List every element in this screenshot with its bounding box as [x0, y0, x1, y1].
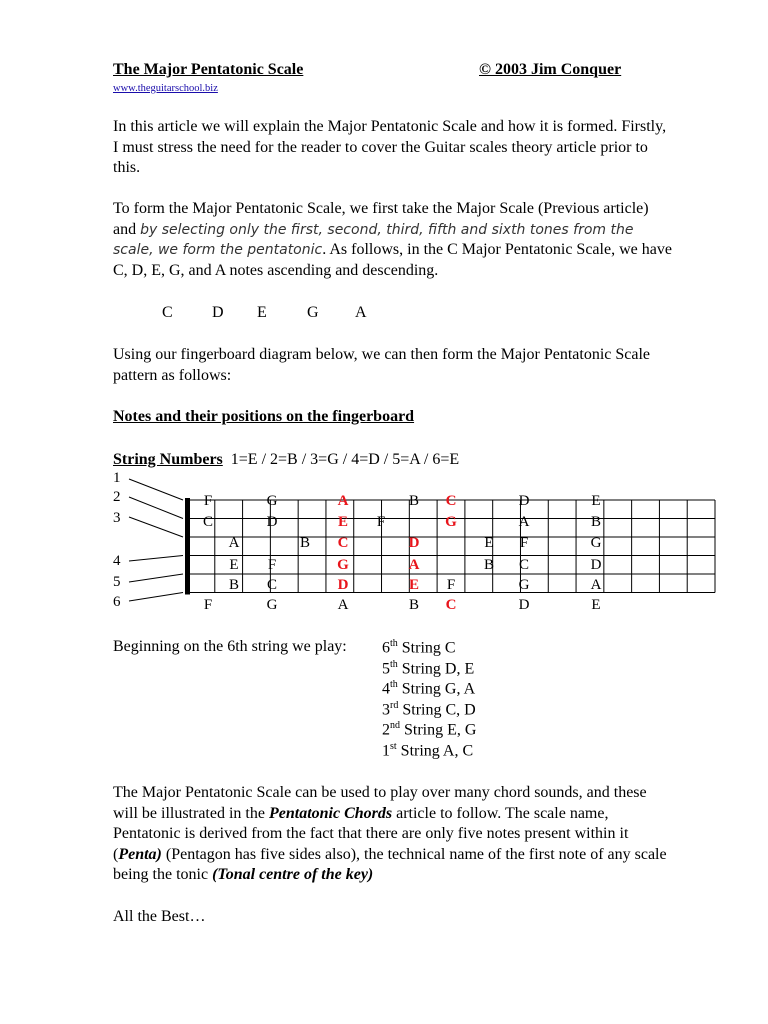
fingerboard-note: D — [590, 557, 602, 573]
string-number-labels — [113, 470, 121, 610]
fingerboard-note: F — [376, 514, 386, 530]
fingerboard-note: B — [483, 557, 495, 573]
fingerboard-note: B — [590, 514, 602, 530]
fingerboard-note: B — [408, 493, 420, 509]
nut-bar — [185, 498, 190, 595]
closing-text-3: (Pentagon has five sides also), the technical name of the first note of any scale being the tonic — [113, 845, 667, 884]
fingerboard-note: A — [337, 493, 349, 509]
fingerboard-note: B — [408, 597, 420, 613]
scale-note: G — [307, 304, 319, 321]
fingerboard-note: B — [228, 577, 240, 593]
fingerboard-note: G — [337, 557, 349, 573]
fingerboard-note: E — [229, 557, 239, 573]
tonal-centre-term: (Tonal centre of the key) — [212, 866, 374, 884]
string-number-label: 6 — [113, 594, 121, 610]
fingerboard-note: C — [266, 577, 278, 593]
fingerboard-note: G — [266, 493, 278, 509]
play-step: 1st String A, C — [382, 741, 474, 760]
closing-paragraph — [113, 783, 673, 886]
play-order-intro: Beginning on the 6th string we play: — [113, 638, 347, 655]
closing-text-1: The Major Pentatonic Scale can be used to play over many chord sounds, and these will be illustrated in the — [113, 784, 647, 822]
fingerboard-note: A — [228, 535, 240, 551]
string-pointer-lines — [129, 479, 183, 601]
string-number-label: 1 — [113, 470, 121, 486]
string-number-label: 4 — [113, 553, 121, 569]
fingerboard-note: G — [518, 577, 530, 593]
scale-note: E — [257, 304, 267, 321]
fingerboard-note: E — [591, 493, 601, 509]
fingerboard-note: D — [337, 577, 349, 593]
string-number-label: 5 — [113, 574, 121, 590]
penta-term: Penta) — [118, 845, 162, 863]
pentatonic-chords-ref: Pentatonic Chords — [268, 804, 393, 822]
play-step: 4th String G, A — [382, 679, 476, 698]
string-numbers-label: String Numbers — [113, 451, 223, 468]
fingerboard-note: F — [267, 557, 277, 573]
string-pointer — [129, 593, 183, 602]
string-numbers-mapping: 1=E / 2=B / 3=G / 4=D / 5=A / 6=E — [230, 451, 460, 468]
fingerboard-note: A — [408, 557, 420, 573]
string-pointer — [129, 479, 183, 500]
fingerboard-note: D — [518, 597, 530, 613]
fingerboard-note: E — [591, 597, 601, 613]
string-pointer — [129, 556, 183, 562]
fingerboard-note: C — [445, 597, 457, 613]
play-step: 6th String C — [382, 638, 456, 657]
fingerboard-note: D — [408, 535, 420, 551]
fingerboard-notes — [203, 493, 602, 613]
scale-note: D — [212, 304, 224, 321]
fingerboard-note: C — [337, 535, 349, 551]
fingerboard-note: C — [445, 493, 457, 509]
document-title: The Major Pentatonic Scale — [113, 61, 304, 78]
fingerboard-note: D — [518, 493, 530, 509]
fingerboard-note: E — [408, 577, 420, 593]
formation-text-start: To form the Major Pentatonic Scale, we first take the Major Scale (Previous article) and — [113, 200, 649, 238]
fingerboard-note: E — [484, 535, 494, 551]
fingerboard-note: C — [202, 514, 214, 530]
formation-text-end: . As follows, in the C Major Pentatonic Scale, we have C, D, E, G, and A notes ascending and descending. — [113, 241, 672, 279]
scale-note: A — [355, 304, 367, 321]
fingerboard-note: F — [203, 493, 213, 509]
formation-text-italic: by selecting only the first, second, third, fifth and sixth tones from the scale, we form the pentatonic — [113, 221, 634, 259]
string-pointer — [129, 517, 183, 537]
diagram-intro-text: Using our fingerboard diagram below, we can then form the Major Pentatonic Scale pattern as follows: — [113, 346, 651, 384]
string-number-label: 3 — [113, 510, 121, 526]
fingerboard-note: G — [445, 514, 457, 530]
string-number-label: 2 — [113, 489, 121, 505]
fingerboard-note: A — [518, 514, 530, 530]
string-pointer — [129, 574, 183, 582]
fingerboard-note: C — [518, 557, 530, 573]
fingerboard-note: F — [446, 577, 456, 593]
play-step: 3rd String C, D — [382, 700, 476, 719]
fingerboard-note: B — [299, 535, 311, 551]
fingerboard-note: A — [590, 577, 602, 593]
play-step: 5th String D, E — [382, 659, 475, 678]
intro-text: In this article we will explain the Major Pentatonic Scale and how it is formed. Firstly, I must stress the need for the reader to cover the Guitar scales theory article prior to this. — [113, 118, 667, 177]
copyright-notice: © 2003 Jim Conquer — [479, 61, 622, 78]
string-pointer — [129, 497, 183, 519]
website-link[interactable]: www.theguitarschool.biz — [113, 83, 218, 94]
play-step: 2nd String E, G — [382, 720, 477, 739]
closing-text-2: article to follow. The scale name, Pentatonic is derived from the fact that there are only five notes present within it ( — [113, 804, 629, 863]
fingerboard-note: G — [590, 535, 602, 551]
section-heading: Notes and their positions on the fingerboard — [113, 408, 415, 425]
fingerboard-note: F — [203, 597, 213, 613]
fingerboard-note: F — [519, 535, 529, 551]
fingerboard-note: A — [337, 597, 349, 613]
fingerboard-note: D — [266, 514, 278, 530]
fingerboard-note: E — [337, 514, 349, 530]
scale-note: C — [162, 304, 173, 321]
fingerboard-note: G — [266, 597, 278, 613]
signoff: All the Best… — [113, 908, 206, 925]
